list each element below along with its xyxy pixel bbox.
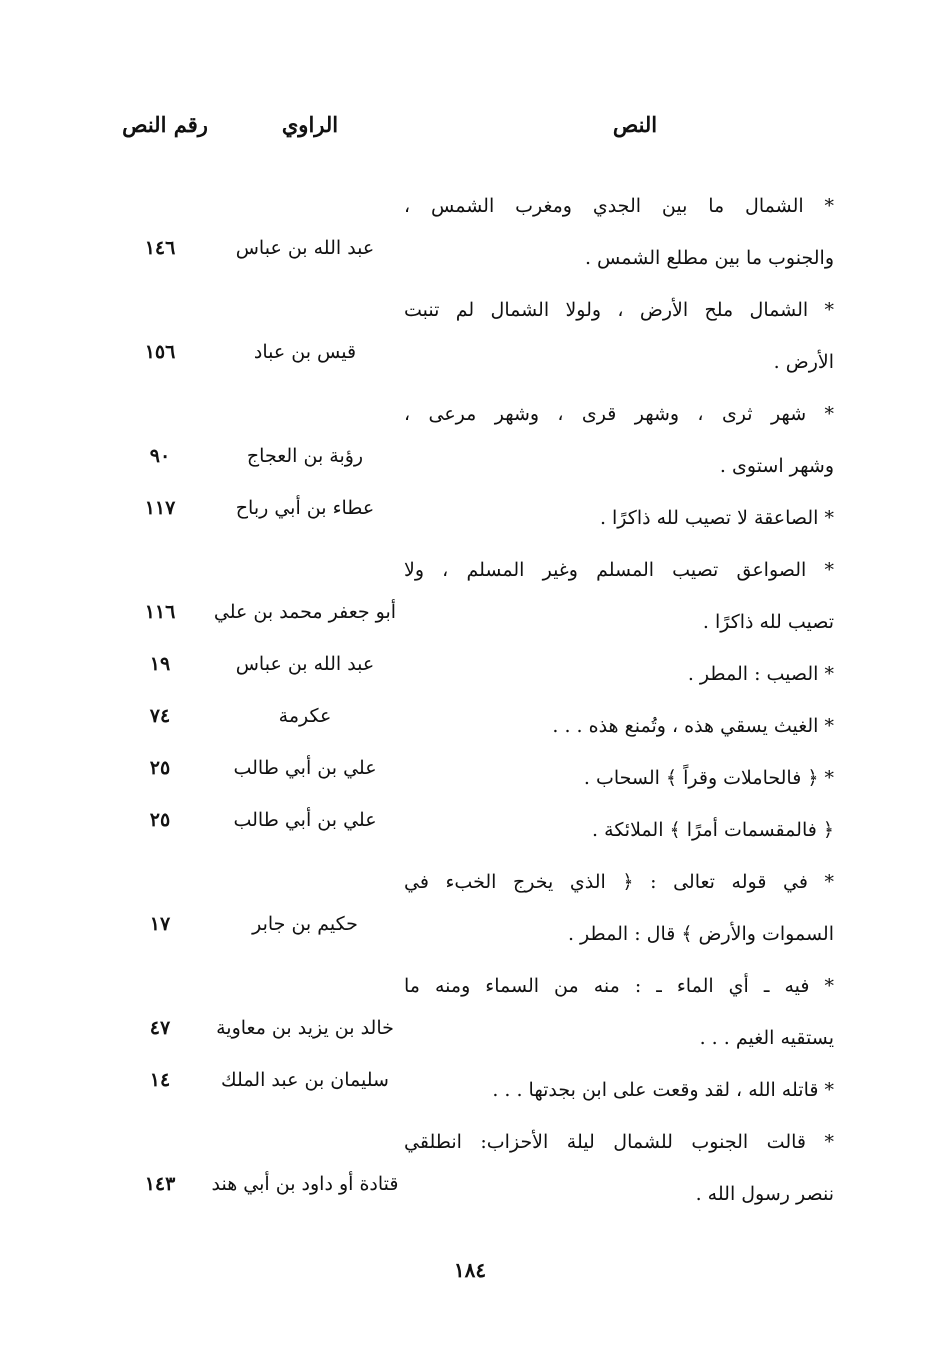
entry-text-line: * في قوله تعالى : ﴿ الذي يخرج الخبء في [404,871,834,893]
table-row [0,1116,944,1220]
entry-text-line: * قاتله الله ، لقد وقعت على ابن بجدتها . . . [492,1079,834,1101]
table-row [0,960,944,1064]
table-row [0,180,944,284]
entry-text-line: * قالت الجنوب للشمال ليلة الأحزاب: انطلقي [404,1131,834,1153]
entry-narrator: عبد الله بن عباس [235,237,375,259]
entry-narrator: رؤبة بن العجاج [246,445,364,467]
entry-number: ١٤ [149,1069,171,1091]
table-row [0,804,944,856]
entry-text-line: تصيب لله ذاكرًا . [702,611,834,633]
entry-narrator: علي بن أبي طالب [233,757,377,779]
entry-number: ٩٠ [149,445,171,467]
entry-text-line: السموات والأرض ﴾ قال : المطر . [567,923,834,945]
table-row [0,492,944,544]
entry-number: ١٤٦ [144,237,176,259]
table-row [0,1064,944,1116]
entry-text-line: * شهر ثرى ، وشهر قرى ، وشهر مرعى ، [404,403,834,425]
entry-number: ١٥٦ [144,341,176,363]
entry-narrator: قتادة أو داود بن أبي هند [211,1173,399,1195]
entry-narrator: علي بن أبي طالب [233,809,377,831]
entry-text-line: وشهر استوى . [719,455,834,477]
entry-text-line: الأرض . [773,351,834,373]
entry-narrator: عكرمة [278,705,332,727]
entry-number: ٢٥ [149,757,171,779]
entry-number: ١١٧ [144,497,176,519]
header-number: رقم النص [122,112,208,137]
entry-number: ١١٦ [144,601,176,623]
entry-number: ٧٤ [149,705,171,727]
table-row [0,544,944,648]
entry-narrator: سليمان بن عبد الملك [221,1069,389,1091]
table-header [0,112,944,156]
entry-number: ١٩ [149,653,171,675]
entry-narrator: حكيم بن جابر [252,913,358,935]
entry-number: ١٤٣ [144,1173,176,1195]
entry-narrator: عطاء بن أبي رباح [235,497,375,519]
table-row [0,856,944,960]
entry-text-line: * ﴿ فالحاملات وقراً ﴾ السحاب . [583,767,834,789]
entry-text-line: ﴿ فالمقسمات أمرًا ﴾ الملائكة . [592,819,834,841]
entry-text-line: ننصر رسول الله . [695,1183,834,1205]
entry-narrator: عبد الله بن عباس [235,653,375,675]
entry-number: ١٧ [149,913,171,935]
entry-narrator: أبو جعفر محمد بن علي [213,601,397,623]
entry-text-line: * الصاعقة لا تصيب لله ذاكرًا . [599,507,834,529]
entry-number: ٢٥ [149,809,171,831]
entry-text-line: * الشمال ما بين الجدي ومغرب الشمس ، [404,195,834,217]
table-row [0,284,944,388]
entry-text-line: * فيه ـ أي الماء ـ : منه من السماء ومنه ما [404,975,834,997]
entry-text-line: يستقيه الغيم . . . [699,1027,834,1049]
entry-narrator: خالد بن يزيد بن معاوية [216,1017,394,1039]
header-narrator: الراوي [281,112,339,137]
entry-text-line: * الشمال ملح الأرض ، ولولا الشمال لم تنبت [404,299,834,321]
entry-text-line: والجنوب ما بين مطلع الشمس . [584,247,834,269]
entry-text-line: * الصيب : المطر . [687,663,834,685]
entry-narrator: قيس بن عباد [253,341,357,363]
entry-text-line: * الغيث يسقي هذه ، وتُمنع هذه . . . [552,715,834,737]
table-row [0,388,944,492]
entry-text-line: * الصواعق تصيب المسلم وغير المسلم ، ولا [404,559,834,581]
entry-number: ٤٧ [149,1017,171,1039]
header-text: النص [612,112,658,137]
page-number: ١٨٤ [453,1258,487,1282]
